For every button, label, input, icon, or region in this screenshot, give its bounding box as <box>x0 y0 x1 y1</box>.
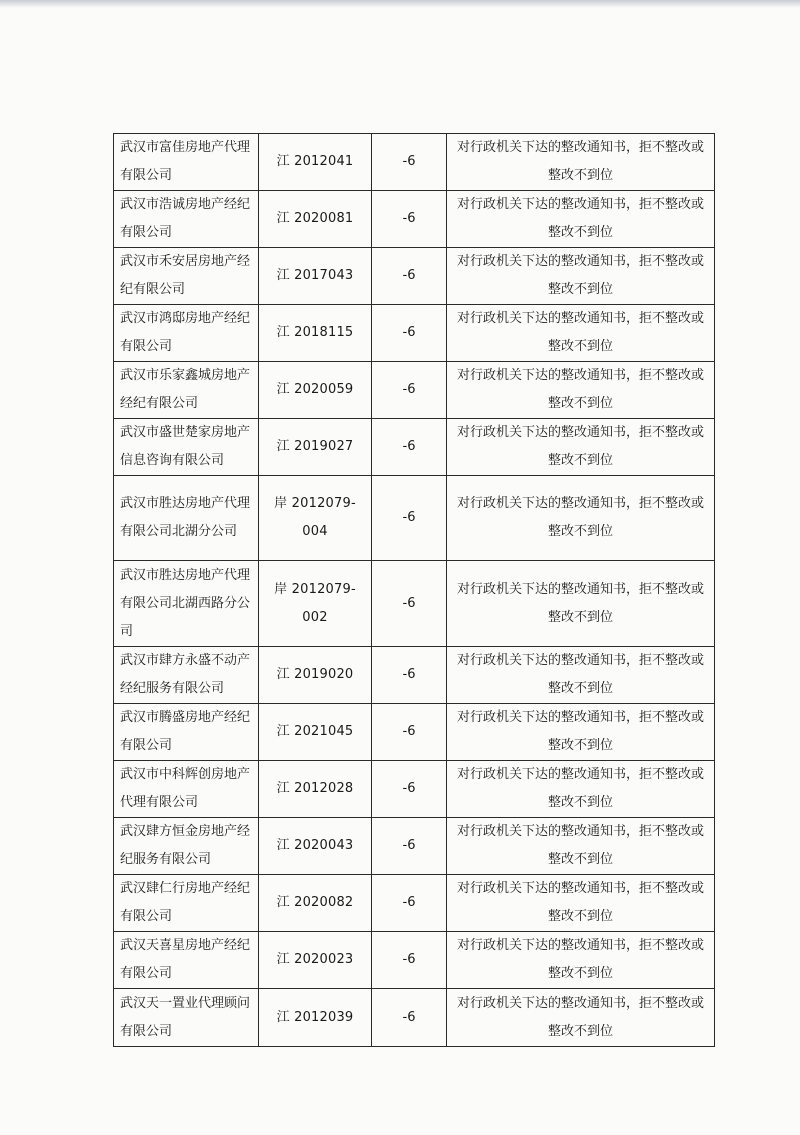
company-name: 武汉市鸿邸房地产经纪有限公司 <box>114 305 259 362</box>
penalty-reason: 对行政机关下达的整改通知书，拒不整改或整改不到位 <box>447 761 715 818</box>
record-number: 江 2021045 <box>259 704 372 761</box>
company-name: 武汉市禾安居房地产经纪有限公司 <box>114 248 259 305</box>
record-number: 江 2020082 <box>259 875 372 932</box>
score-deduction: -6 <box>372 989 447 1047</box>
penalty-reason: 对行政机关下达的整改通知书，拒不整改或整改不到位 <box>447 932 715 989</box>
record-number: 江 2012028 <box>259 761 372 818</box>
score-deduction: -6 <box>372 932 447 989</box>
record-number: 江 2020023 <box>259 932 372 989</box>
score-deduction: -6 <box>372 476 447 561</box>
table-row <box>114 134 715 191</box>
penalty-reason: 对行政机关下达的整改通知书，拒不整改或整改不到位 <box>447 561 715 647</box>
table-row <box>114 647 715 704</box>
penalty-reason: 对行政机关下达的整改通知书，拒不整改或整改不到位 <box>447 362 715 419</box>
record-number: 江 2018115 <box>259 305 372 362</box>
table-row <box>114 561 715 647</box>
record-number: 江 2020043 <box>259 818 372 875</box>
score-deduction: -6 <box>372 305 447 362</box>
company-name: 武汉肆仁行房地产经纪有限公司 <box>114 875 259 932</box>
table-row <box>114 476 715 561</box>
record-number: 江 2017043 <box>259 248 372 305</box>
penalty-table-body <box>114 134 715 1047</box>
score-deduction: -6 <box>372 191 447 248</box>
company-name: 武汉肆方恒金房地产经纪服务有限公司 <box>114 818 259 875</box>
table-row <box>114 704 715 761</box>
table-row <box>114 305 715 362</box>
company-name: 武汉市胜达房地产代理有限公司北湖西路分公司 <box>114 561 259 647</box>
score-deduction: -6 <box>372 248 447 305</box>
penalty-reason: 对行政机关下达的整改通知书，拒不整改或整改不到位 <box>447 248 715 305</box>
penalty-reason: 对行政机关下达的整改通知书，拒不整改或整改不到位 <box>447 305 715 362</box>
score-deduction: -6 <box>372 561 447 647</box>
table-row <box>114 761 715 818</box>
penalty-reason: 对行政机关下达的整改通知书，拒不整改或整改不到位 <box>447 134 715 191</box>
score-deduction: -6 <box>372 647 447 704</box>
company-name: 武汉市胜达房地产代理有限公司北湖分公司 <box>114 476 259 561</box>
score-deduction: -6 <box>372 704 447 761</box>
penalty-table <box>113 133 715 1047</box>
record-number: 江 2020059 <box>259 362 372 419</box>
score-deduction: -6 <box>372 875 447 932</box>
record-number: 江 2019020 <box>259 647 372 704</box>
record-number: 岸 2012079-004 <box>259 476 372 561</box>
table-row <box>114 419 715 476</box>
record-number: 江 2012039 <box>259 989 372 1047</box>
table-row <box>114 989 715 1047</box>
penalty-reason: 对行政机关下达的整改通知书，拒不整改或整改不到位 <box>447 476 715 561</box>
company-name: 武汉市盛世楚家房地产信息咨询有限公司 <box>114 419 259 476</box>
score-deduction: -6 <box>372 761 447 818</box>
penalty-reason: 对行政机关下达的整改通知书，拒不整改或整改不到位 <box>447 704 715 761</box>
company-name: 武汉天一置业代理顾问有限公司 <box>114 989 259 1047</box>
score-deduction: -6 <box>372 419 447 476</box>
penalty-reason: 对行政机关下达的整改通知书，拒不整改或整改不到位 <box>447 419 715 476</box>
company-name: 武汉市浩诚房地产经纪有限公司 <box>114 191 259 248</box>
company-name: 武汉市乐家鑫城房地产经纪有限公司 <box>114 362 259 419</box>
record-number: 江 2019027 <box>259 419 372 476</box>
table-row <box>114 818 715 875</box>
penalty-reason: 对行政机关下达的整改通知书，拒不整改或整改不到位 <box>447 647 715 704</box>
score-deduction: -6 <box>372 818 447 875</box>
table-row <box>114 191 715 248</box>
company-name: 武汉市肆方永盛不动产经纪服务有限公司 <box>114 647 259 704</box>
penalty-reason: 对行政机关下达的整改通知书，拒不整改或整改不到位 <box>447 818 715 875</box>
company-name: 武汉天喜星房地产经纪有限公司 <box>114 932 259 989</box>
table-row <box>114 932 715 989</box>
company-name: 武汉市富佳房地产代理有限公司 <box>114 134 259 191</box>
record-number: 江 2012041 <box>259 134 372 191</box>
table-row <box>114 362 715 419</box>
scan-edge <box>0 0 800 8</box>
score-deduction: -6 <box>372 134 447 191</box>
table-row <box>114 875 715 932</box>
record-number: 岸 2012079-002 <box>259 561 372 647</box>
company-name: 武汉市腾盛房地产经纪有限公司 <box>114 704 259 761</box>
table-row <box>114 248 715 305</box>
record-number: 江 2020081 <box>259 191 372 248</box>
score-deduction: -6 <box>372 362 447 419</box>
penalty-reason: 对行政机关下达的整改通知书，拒不整改或整改不到位 <box>447 191 715 248</box>
penalty-reason: 对行政机关下达的整改通知书，拒不整改或整改不到位 <box>447 989 715 1047</box>
company-name: 武汉市中科辉创房地产代理有限公司 <box>114 761 259 818</box>
penalty-reason: 对行政机关下达的整改通知书，拒不整改或整改不到位 <box>447 875 715 932</box>
